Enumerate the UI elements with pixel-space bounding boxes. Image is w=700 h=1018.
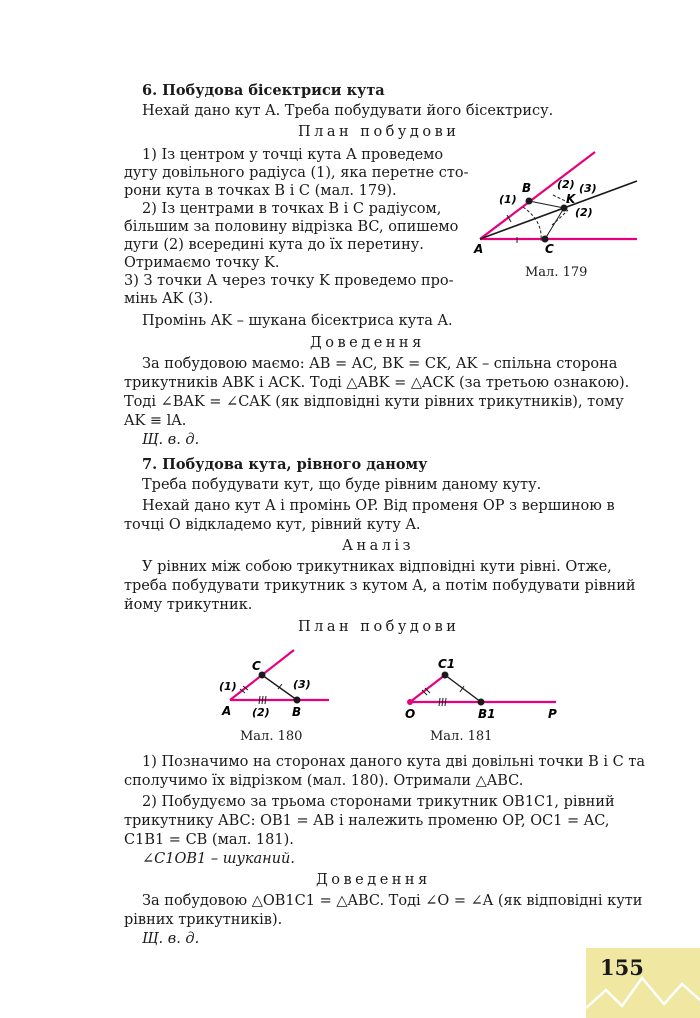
proof-line: AK ≡ lA. — [124, 413, 187, 429]
section-7-plan-heading: План побудови — [298, 619, 460, 635]
plan-line: мінь AK (3). — [124, 291, 214, 307]
fig179-label: (2) — [557, 178, 575, 191]
plan-line: трикутнику ABC: OB1 = AB і належить променю OP, OC1 = AC, — [124, 813, 610, 829]
page-number: 155 — [600, 955, 644, 980]
figure-181-caption: Мал. 181 — [430, 729, 493, 744]
proof-line: рівних трикутників). — [124, 912, 283, 928]
fig179-label: (1) — [499, 193, 517, 206]
proof-line: За побудовою маємо: AB = AC, BK = CK, AK – спільна сторона — [142, 356, 618, 372]
analysis-line: треба побудувати трикутник з кутом A, а потім побудувати рівний — [124, 578, 636, 594]
figure-179 — [465, 143, 650, 263]
plan-line: ∠C1OB1 – шуканий. — [142, 851, 295, 867]
section-6-plan-heading: План побудови — [298, 124, 460, 140]
fig181-label: O — [405, 707, 416, 721]
plan-line: сполучимо їх відрізком (мал. 180). Отримали △ABC. — [124, 773, 524, 789]
plan-line: 2) Із центрами в точках B і C радіусом, — [142, 201, 442, 217]
plan-line: більшим за половину відрізка BC, опишемо — [124, 219, 459, 235]
plan-line: 3) З точки A через точку K проведемо про- — [124, 273, 454, 289]
fig180-label: (3) — [293, 678, 311, 691]
given-line: точці O відкладемо кут, рівний куту A. — [124, 517, 421, 533]
figure-180 — [212, 645, 337, 723]
qed: Щ. в. д. — [142, 931, 200, 947]
section-6-intro: Нехай дано кут A. Треба побудувати його бісектрису. — [142, 103, 554, 119]
section-7-analysis-heading: Аналіз — [342, 538, 415, 554]
proof-line: Тоді ∠BAK = ∠CAK (як відповідні кути рівних трикутників), тому — [124, 394, 624, 410]
figure-179-caption: Мал. 179 — [525, 265, 588, 280]
qed: Щ. в. д. — [142, 432, 200, 448]
plan-line: 1) Позначимо на сторонах даного кута дві довільні точки B і C та — [142, 754, 645, 770]
section-6-proof-heading: Доведення — [310, 335, 425, 351]
fig180-label: B — [292, 705, 302, 719]
section-7-title: 7. Побудова кута, рівного даному — [142, 456, 428, 473]
fig179-label: A — [474, 242, 484, 256]
fig180-label: (2) — [252, 706, 270, 719]
proof-line: трикутників ABK і ACK. Тоді △ABK = △ACK (за третьою ознакою). — [124, 375, 630, 391]
plan-line: 1) Із центром у точці кута A проведемо — [142, 147, 444, 163]
plan-line: дугу довільного радіуса (1), яка перетне сто- — [124, 165, 469, 181]
section-7-intro: Треба побудувати кут, що буде рівним даному куту. — [142, 477, 542, 493]
plan-line: рони кута в точках B і C (мал. 179). — [124, 183, 397, 199]
fig180-label: (1) — [219, 680, 237, 693]
fig179-label: C — [545, 242, 554, 256]
figure-181 — [400, 652, 572, 724]
analysis-line: йому трикутник. — [124, 597, 253, 613]
plan-line: Отримаємо точку K. — [124, 255, 280, 271]
section-6-title: 6. Побудова бісектриси кута — [142, 82, 385, 99]
fig181-label: P — [548, 707, 557, 721]
figure-180-caption: Мал. 180 — [240, 729, 303, 744]
fig179-label: (3) — [579, 182, 597, 195]
given-line: Нехай дано кут A і промінь OP. Від променя OP з вершиною в — [142, 498, 615, 514]
fig180-label: A — [222, 704, 232, 718]
fig181-label: C1 — [438, 657, 456, 671]
plan-line: дуги (2) всередині кута до їх перетину. — [124, 237, 424, 253]
fig180-label: C — [252, 659, 261, 673]
plan-line: 2) Побудуємо за трьома сторонами трикутник OB1C1, рівний — [142, 794, 615, 810]
fig179-label: K — [566, 192, 576, 206]
analysis-line: У рівних між собою трикутниках відповідні кути рівні. Отже, — [142, 559, 612, 575]
fig179-label: B — [522, 181, 532, 195]
plan-line: C1B1 = CB (мал. 181). — [124, 832, 294, 848]
section-6-result: Промінь AK – шукана бісектриса кута A. — [142, 313, 453, 329]
section-7-proof-heading: Доведення — [316, 872, 431, 888]
proof-line: За побудовою △OB1C1 = △ABC. Тоді ∠O = ∠A (як відповідні кути — [142, 893, 643, 909]
fig179-label: (2) — [575, 206, 593, 219]
fig181-label: B1 — [478, 707, 496, 721]
